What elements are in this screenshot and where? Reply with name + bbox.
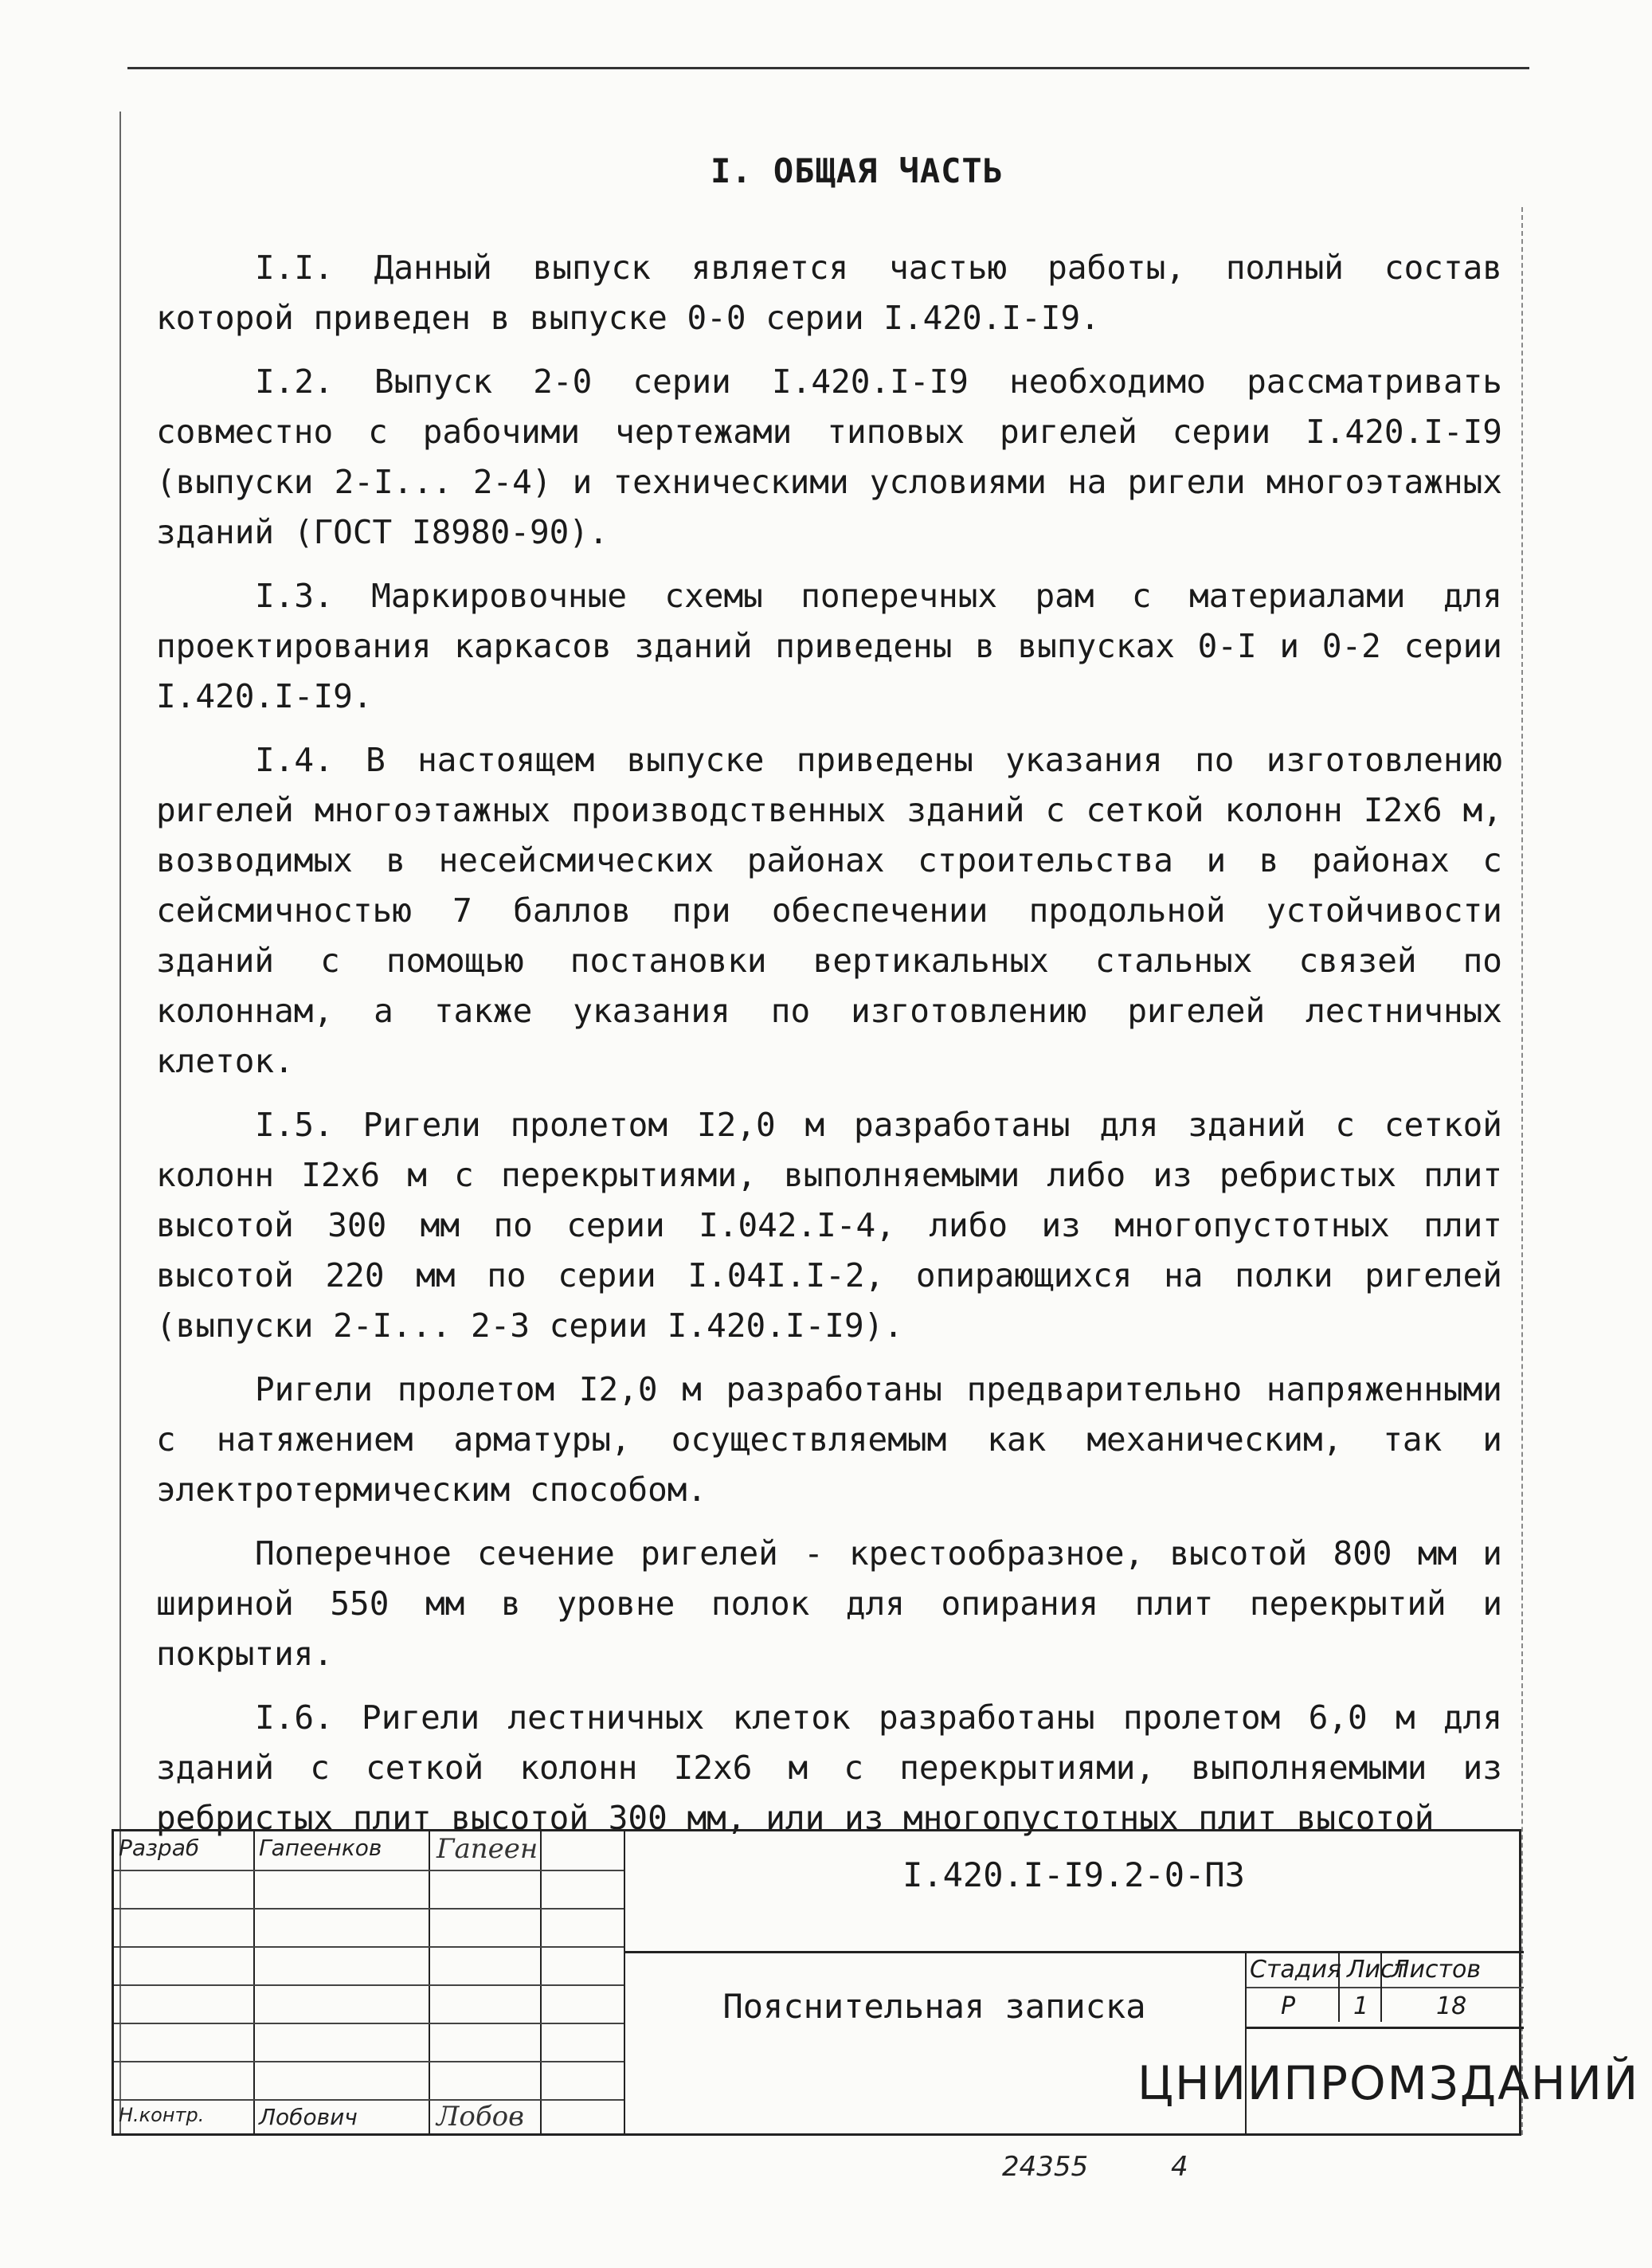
- developer-signature: Гапеен: [436, 1833, 538, 1865]
- tb-row-line: [114, 2023, 624, 2024]
- tb-stage-row-line: [1245, 2027, 1524, 2029]
- sheet-header: Лист: [1347, 1956, 1408, 1984]
- tb-divider: [540, 1831, 542, 2133]
- tb-row-line: [114, 1870, 624, 1871]
- document-code: I.420.I-I9.2-0-ПЗ: [902, 1855, 1245, 1894]
- document-body: [156, 151, 1502, 1857]
- top-rule: [127, 67, 1529, 69]
- stage-value: Р: [1281, 1992, 1296, 2020]
- tb-row-line: [114, 1984, 624, 1986]
- organization-name: ЦНИИПРОМЗДАНИЙ: [1137, 2056, 1640, 2110]
- tb-row-line: [114, 1908, 624, 1910]
- paragraph-1-6: I.6. Ригели лестничных клеток разработаны пролетом 6,0 м для зданий с сеткой колонн I2х6 м с перекрытиями, выполняемыми из ребристых плит высотой 300 мм, или из многопустотных плит высотой: [156, 1698, 1502, 1837]
- control-label: Н.контр.: [119, 2104, 205, 2126]
- paragraph-1-3: I.3. Маркировочные схемы поперечных рам с материалами для проектирования каркасов зданий приведены в выпусках 0-I и 0-2 серии I.420.I-I9.: [156, 577, 1502, 715]
- sheets-header: Листов: [1392, 1956, 1482, 1984]
- tb-code-separator: [624, 1951, 1524, 1953]
- paragraph-1-5-section: Поперечное сечение ригелей - крестообразное, высотой 800 мм и шириной 550 мм в уровне полок для опирания плит перекрытий и покрытия.: [156, 1534, 1502, 1673]
- format-mark: 4: [1171, 2151, 1188, 2183]
- tb-row-line: [114, 2099, 624, 2101]
- sheets-value: 18: [1436, 1992, 1467, 2020]
- paragraph-1-2: I.2. Выпуск 2-0 серии I.420.I-I9 необходимо рассматривать совместно с рабочими чертежами типовых ригелей серии I.420.I-I9 (выпуски 2-I... 2-4) и техническими условиями на ригели многоэтажных зданий (ГОСТ I8980-90).: [156, 362, 1502, 551]
- control-signature: Лобов: [436, 2101, 524, 2133]
- paragraph-1-5-prestress: Ригели пролетом I2,0 м разработаны предварительно напряженными с натяжением арматуры, осуществляемым как механическим, так и электротермическим способом.: [156, 1370, 1502, 1509]
- control-name: Лобович: [259, 2104, 358, 2130]
- developer-label: Разраб: [119, 1835, 200, 1861]
- tb-divider: [429, 1831, 430, 2133]
- developer-name: Гапеенков: [259, 1835, 382, 1861]
- paragraph-1-4: I.4. В настоящем выпуске приведены указания по изготовлению ригелей многоэтажных производственных зданий с сеткой колонн I2х6 м, возводимых в несейсмических районах строительства и в районах с сейсмичностью 7 баллов при обеспечении продольной устойчивости зданий с помощью постановки вертикальных стальных связей по колоннам, а также указания по изготовлению ригелей лестничных клеток.: [156, 741, 1502, 1080]
- tb-row-line: [114, 1946, 624, 1948]
- tb-row-line: [114, 2061, 624, 2062]
- section-title: I. ОБЩАЯ ЧАСТЬ: [710, 151, 1004, 190]
- tb-divider: [253, 1831, 255, 2133]
- frame-right-border: [1521, 207, 1523, 2135]
- title-block: [112, 1829, 1640, 2136]
- inventory-number: 24355: [1002, 2151, 1089, 2183]
- stage-header: Стадия: [1250, 1956, 1342, 1984]
- paragraph-1-5: I.5. Ригели пролетом I2,0 м разработаны для зданий с сеткой колонн I2х6 м с перекрытиями, выполняемыми либо из ребристых плит высотой 300 мм по серии I.042.I-4, либо из многопустотных плит высотой 220 мм по серии I.04I.I-2, опирающихся на полки ригелей (выпуски 2-I... 2-3 серии I.420.I-I9).: [156, 1106, 1502, 1345]
- paragraph-1-1: I.I. Данный выпуск является частью работы, полный состав которой приведен в выпуске 0-0 серии I.420.I-I9.: [156, 249, 1502, 337]
- sheet-value: 1: [1353, 1992, 1369, 2020]
- tb-stage-row-line: [1245, 1987, 1524, 1988]
- document-name: Пояснительная записка: [722, 1987, 1146, 2026]
